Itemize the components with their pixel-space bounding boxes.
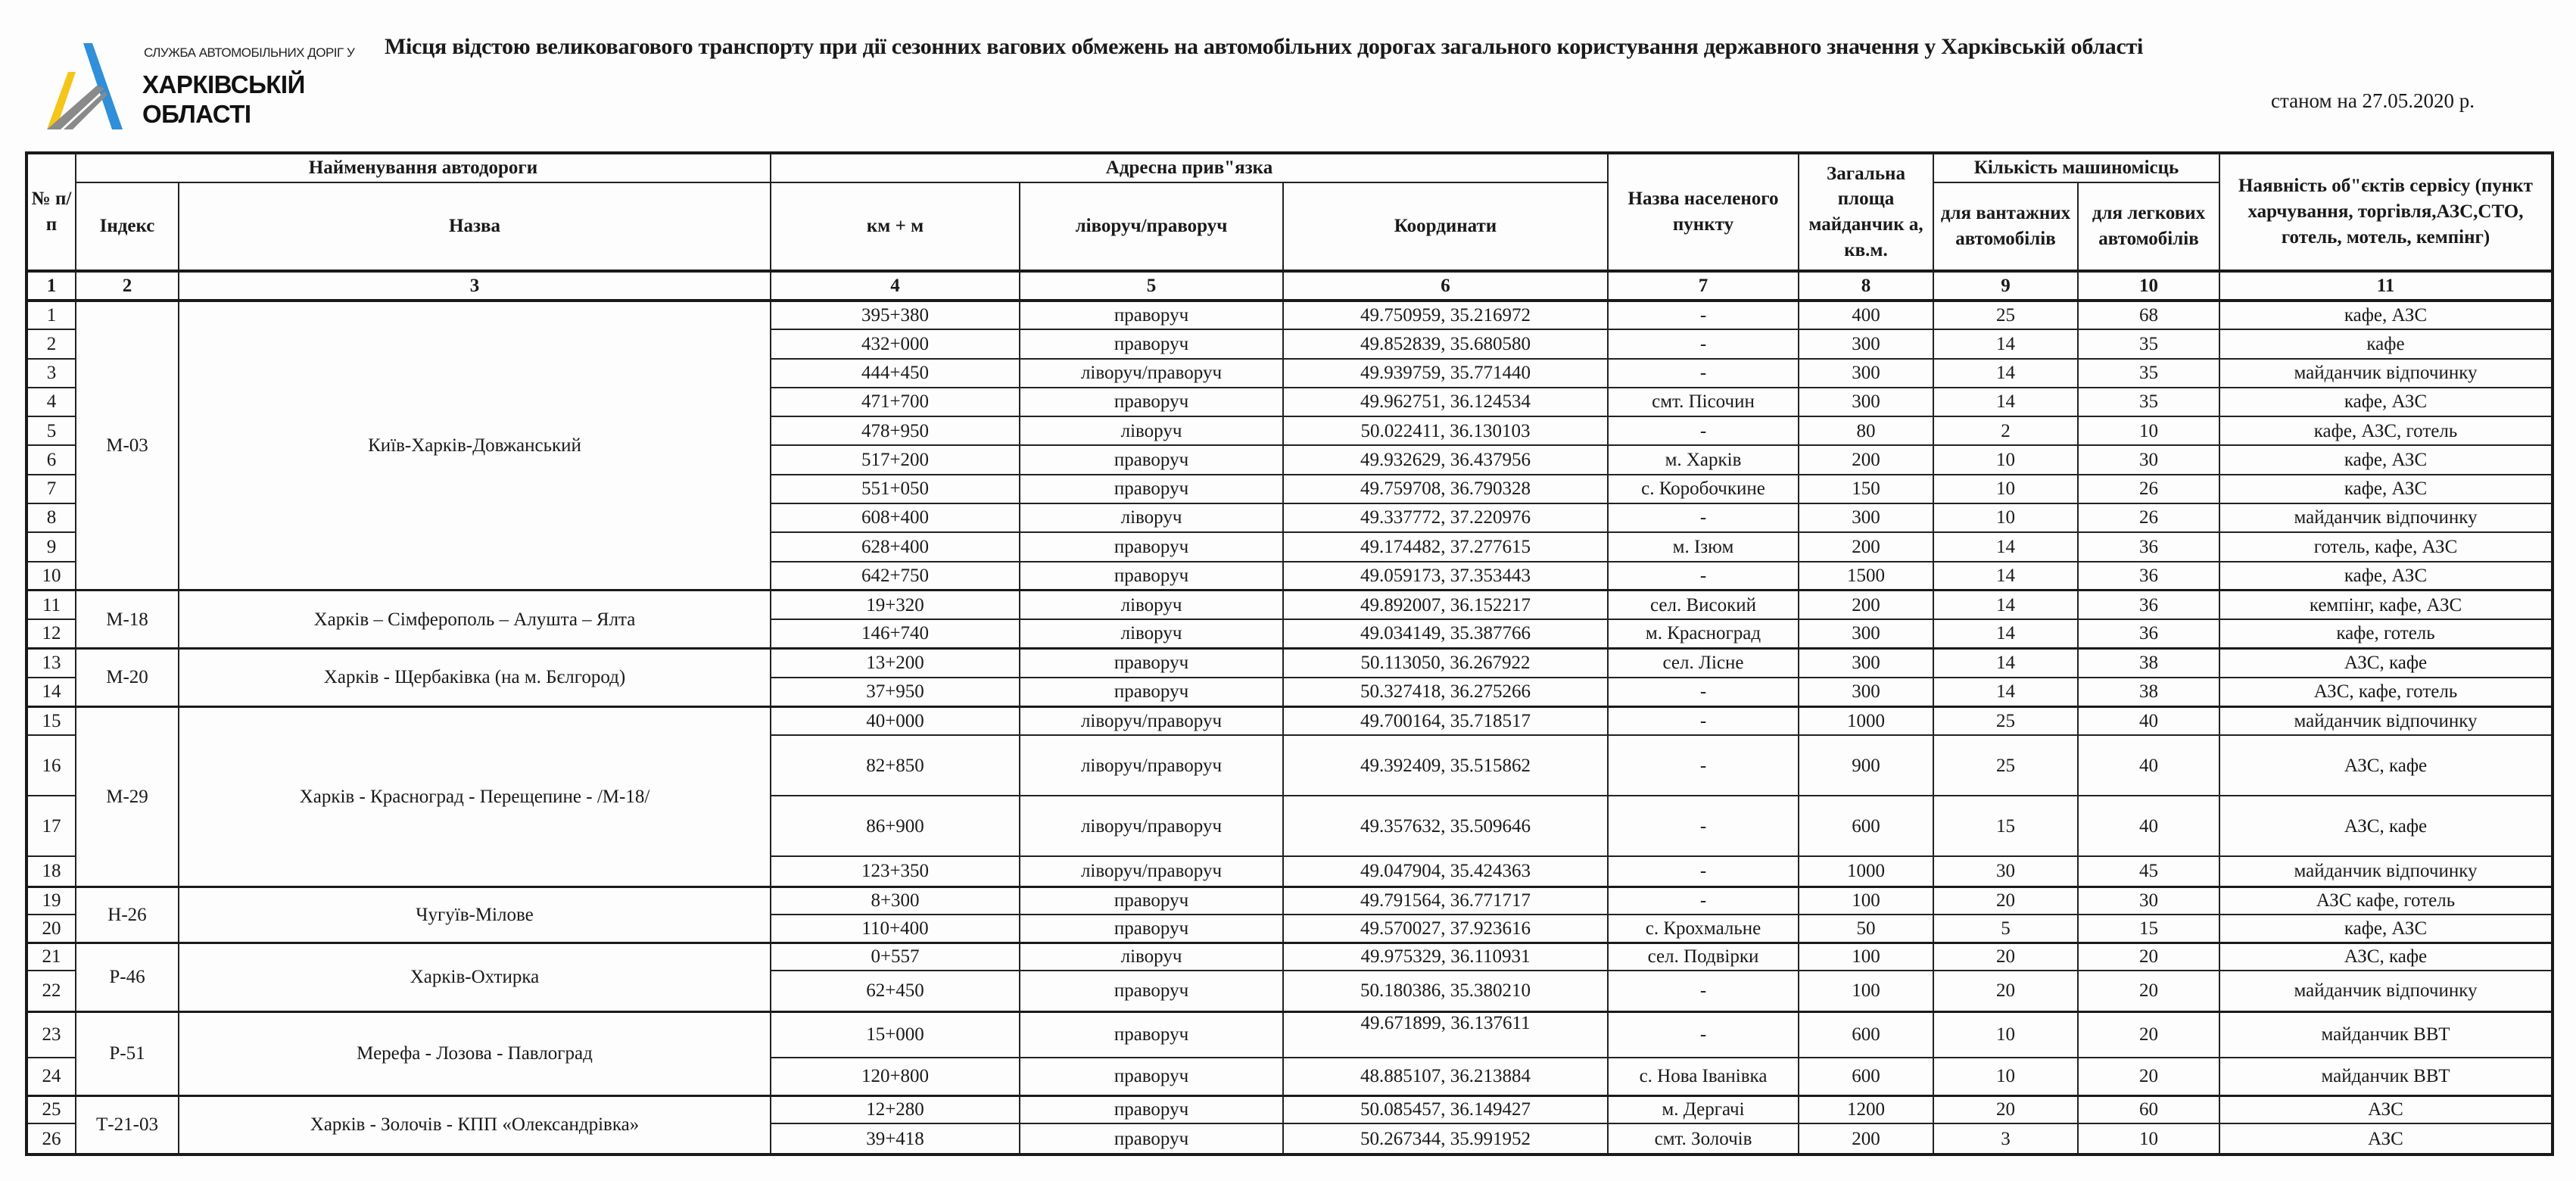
column-number: 4 <box>771 271 1020 301</box>
row-number-cell: 7 <box>26 475 76 503</box>
km-cell: 395+380 <box>771 301 1020 329</box>
side-cell: ліворуч <box>1020 416 1283 445</box>
settlement-cell: сел. Подвірки <box>1608 943 1799 971</box>
settlement-cell: м. Харків <box>1608 445 1799 474</box>
area-cell: 300 <box>1799 359 1933 388</box>
header-trucks: для вантажних автомобілів <box>1933 182 2078 271</box>
services-cell: АЗС кафе, готель <box>2219 887 2553 915</box>
settlement-cell: - <box>1608 735 1799 796</box>
side-cell: праворуч <box>1020 562 1283 590</box>
services-cell: АЗС <box>2219 1123 2553 1155</box>
header-services: Наявність об"єктів сервісу (пункт харчування, торгівля,АЗС,СТО, готель, мотель, кемпінг) <box>2219 153 2553 271</box>
km-cell: 146+740 <box>771 619 1020 648</box>
coordinates-cell: 50.267344, 35.991952 <box>1283 1123 1608 1155</box>
cars-cell: 20 <box>2078 943 2219 971</box>
row-number-cell: 20 <box>26 915 76 943</box>
area-cell: 100 <box>1799 943 1933 971</box>
km-cell: 40+000 <box>771 706 1020 735</box>
area-cell: 100 <box>1799 971 1933 1011</box>
header-address-group: Адресна прив"язка <box>771 153 1608 182</box>
area-cell: 1500 <box>1799 562 1933 590</box>
km-cell: 517+200 <box>771 445 1020 474</box>
coordinates-cell: 50.085457, 36.149427 <box>1283 1095 1608 1123</box>
area-cell: 100 <box>1799 887 1933 915</box>
area-cell: 600 <box>1799 1011 1933 1058</box>
area-cell: 1000 <box>1799 856 1933 887</box>
row-number-cell: 16 <box>26 735 76 796</box>
settlement-cell: смт. Пісочин <box>1608 388 1799 416</box>
column-number: 2 <box>76 271 179 301</box>
row-number-cell: 13 <box>26 649 76 678</box>
road-name-cell: Київ-Харків-Довжанський <box>179 301 771 590</box>
km-cell: 62+450 <box>771 971 1020 1011</box>
logo-icon <box>38 42 129 131</box>
coordinates-cell: 49.975329, 36.110931 <box>1283 943 1608 971</box>
km-cell: 0+557 <box>771 943 1020 971</box>
trucks-cell: 20 <box>1933 943 2078 971</box>
settlement-cell: - <box>1608 359 1799 388</box>
km-cell: 12+280 <box>771 1095 1020 1123</box>
services-cell: АЗС, кафе <box>2219 649 2553 678</box>
header-side: ліворуч/праворуч <box>1020 182 1283 271</box>
row-number-cell: 3 <box>26 359 76 388</box>
coordinates-cell: 49.750959, 35.216972 <box>1283 301 1608 329</box>
cars-cell: 38 <box>2078 678 2219 706</box>
side-cell: ліворуч <box>1020 619 1283 648</box>
cars-cell: 20 <box>2078 1011 2219 1058</box>
column-number: 1 <box>26 271 76 301</box>
road-index-cell: М-20 <box>76 649 179 707</box>
settlement-cell: - <box>1608 329 1799 358</box>
road-index-cell: Р-46 <box>76 943 179 1011</box>
row-number-cell: 8 <box>26 503 76 532</box>
area-cell: 150 <box>1799 475 1933 503</box>
row-number-cell: 25 <box>26 1095 76 1123</box>
row-number-cell: 21 <box>26 943 76 971</box>
cars-cell: 20 <box>2078 1058 2219 1095</box>
header-spaces-group: Кількість машиномісць <box>1933 153 2219 182</box>
side-cell: ліворуч/праворуч <box>1020 359 1283 388</box>
header-index: Індекс <box>76 182 179 271</box>
coordinates-cell: 49.852839, 35.680580 <box>1283 329 1608 358</box>
row-number-cell: 4 <box>26 388 76 416</box>
cars-cell: 40 <box>2078 706 2219 735</box>
settlement-cell: - <box>1608 887 1799 915</box>
area-cell: 600 <box>1799 1058 1933 1095</box>
coordinates-cell: 49.791564, 36.771717 <box>1283 887 1608 915</box>
cars-cell: 60 <box>2078 1095 2219 1123</box>
row-number-cell: 22 <box>26 971 76 1011</box>
services-cell: кемпінг, кафе, АЗС <box>2219 590 2553 619</box>
coordinates-cell: 49.700164, 35.718517 <box>1283 706 1608 735</box>
trucks-cell: 14 <box>1933 359 2078 388</box>
km-cell: 39+418 <box>771 1123 1020 1155</box>
road-index-cell: Т-21-03 <box>76 1095 179 1155</box>
side-cell: ліворуч/праворуч <box>1020 706 1283 735</box>
area-cell: 200 <box>1799 590 1933 619</box>
coordinates-cell: 50.113050, 36.267922 <box>1283 649 1608 678</box>
settlement-cell: м. Дергачі <box>1608 1095 1799 1123</box>
trucks-cell: 14 <box>1933 388 2078 416</box>
cars-cell: 15 <box>2078 915 2219 943</box>
coordinates-cell: 49.034149, 35.387766 <box>1283 619 1608 648</box>
km-cell: 123+350 <box>771 856 1020 887</box>
settlement-cell: смт. Золочів <box>1608 1123 1799 1155</box>
logo-text-oblast: ОБЛАСТІ <box>142 100 251 128</box>
services-cell: АЗС, кафе <box>2219 735 2553 796</box>
settlement-cell: м. Ізюм <box>1608 532 1799 561</box>
services-cell: АЗС, кафе <box>2219 943 2553 971</box>
area-cell: 1200 <box>1799 1095 1933 1123</box>
side-cell: праворуч <box>1020 1095 1283 1123</box>
cars-cell: 30 <box>2078 445 2219 474</box>
header-cars: для легкових автомобілів <box>2078 182 2219 271</box>
table-row <box>26 301 2553 329</box>
coordinates-cell: 49.671899, 36.137611 <box>1283 1011 1608 1058</box>
km-cell: 82+850 <box>771 735 1020 796</box>
road-name-cell: Харків - Золочів - КПП «Олександрівка» <box>179 1095 771 1155</box>
road-index-cell: М-18 <box>76 590 179 649</box>
document-title: Місця відстою великовагового транспорту при дії сезонних вагових обмежень на автомобільних дорогах загального користування державного значення у Харківській області <box>385 34 2143 59</box>
coordinates-cell: 49.174482, 37.277615 <box>1283 532 1608 561</box>
side-cell: праворуч <box>1020 475 1283 503</box>
side-cell: праворуч <box>1020 301 1283 329</box>
column-number: 10 <box>2078 271 2219 301</box>
cars-cell: 36 <box>2078 590 2219 619</box>
cars-cell: 36 <box>2078 562 2219 590</box>
coordinates-cell: 49.059173, 37.353443 <box>1283 562 1608 590</box>
services-cell: майданчик ВВТ <box>2219 1011 2553 1058</box>
trucks-cell: 10 <box>1933 445 2078 474</box>
trucks-cell: 25 <box>1933 706 2078 735</box>
services-cell: кафе, АЗС <box>2219 301 2553 329</box>
km-cell: 432+000 <box>771 329 1020 358</box>
settlement-cell: - <box>1608 503 1799 532</box>
trucks-cell: 10 <box>1933 1058 2078 1095</box>
km-cell: 86+900 <box>771 796 1020 856</box>
area-cell: 300 <box>1799 649 1933 678</box>
logo-text-kharkiv: ХАРКІВСЬКІЙ <box>142 70 305 98</box>
side-cell: праворуч <box>1020 678 1283 706</box>
side-cell: праворуч <box>1020 329 1283 358</box>
trucks-cell: 20 <box>1933 887 2078 915</box>
side-cell: праворуч <box>1020 971 1283 1011</box>
column-numbers-row <box>26 271 2553 301</box>
settlement-cell: с. Нова Іванівка <box>1608 1058 1799 1095</box>
road-index-cell: Н-26 <box>76 887 179 943</box>
header-area: Загальна площа майданчик а, кв.м. <box>1799 153 1933 271</box>
row-number-cell: 1 <box>26 301 76 329</box>
row-number-cell: 10 <box>26 562 76 590</box>
cars-cell: 26 <box>2078 475 2219 503</box>
row-number-cell: 9 <box>26 532 76 561</box>
row-number-cell: 17 <box>26 796 76 856</box>
services-cell: АЗС <box>2219 1095 2553 1123</box>
services-cell: кафе, АЗС <box>2219 915 2553 943</box>
trucks-cell: 14 <box>1933 562 2078 590</box>
trucks-cell: 10 <box>1933 1011 2078 1058</box>
table-row <box>26 649 2553 678</box>
cars-cell: 38 <box>2078 649 2219 678</box>
table-row <box>26 887 2553 915</box>
cars-cell: 10 <box>2078 1123 2219 1155</box>
header-road-group: Найменування автодороги <box>76 153 771 182</box>
services-cell: майданчик відпочинку <box>2219 503 2553 532</box>
area-cell: 300 <box>1799 503 1933 532</box>
services-cell: майданчик відпочинку <box>2219 971 2553 1011</box>
coordinates-cell: 49.392409, 35.515862 <box>1283 735 1608 796</box>
row-number-cell: 2 <box>26 329 76 358</box>
road-name-cell: Харків - Щербаківка (на м. Бєлгород) <box>179 649 771 707</box>
row-number-cell: 19 <box>26 887 76 915</box>
trucks-cell: 30 <box>1933 856 2078 887</box>
trucks-cell: 3 <box>1933 1123 2078 1155</box>
services-cell: кафе, АЗС, готель <box>2219 416 2553 445</box>
trucks-cell: 14 <box>1933 678 2078 706</box>
coordinates-cell: 49.939759, 35.771440 <box>1283 359 1608 388</box>
settlement-cell: - <box>1608 301 1799 329</box>
cars-cell: 20 <box>2078 971 2219 1011</box>
side-cell: праворуч <box>1020 649 1283 678</box>
column-number: 8 <box>1799 271 1933 301</box>
settlement-cell: - <box>1608 1011 1799 1058</box>
column-number: 7 <box>1608 271 1799 301</box>
side-cell: праворуч <box>1020 1058 1283 1095</box>
services-cell: АЗС, кафе <box>2219 796 2553 856</box>
header-coords: Координати <box>1283 182 1608 271</box>
side-cell: ліворуч <box>1020 590 1283 619</box>
row-number-cell: 14 <box>26 678 76 706</box>
side-cell: праворуч <box>1020 1011 1283 1058</box>
settlement-cell: - <box>1608 856 1799 887</box>
services-cell: майданчик відпочинку <box>2219 856 2553 887</box>
table-row <box>26 590 2553 619</box>
services-cell: кафе <box>2219 329 2553 358</box>
side-cell: праворуч <box>1020 887 1283 915</box>
settlement-cell: с. Коробочкине <box>1608 475 1799 503</box>
services-cell: майданчик відпочинку <box>2219 706 2553 735</box>
area-cell: 300 <box>1799 388 1933 416</box>
trucks-cell: 20 <box>1933 1095 2078 1123</box>
road-name-cell: Чугуїв-Мілове <box>179 887 771 943</box>
road-name-cell: Харків – Сімферополь – Алушта – Ялта <box>179 590 771 649</box>
coordinates-cell: 48.885107, 36.213884 <box>1283 1058 1608 1095</box>
km-cell: 13+200 <box>771 649 1020 678</box>
row-number-cell: 5 <box>26 416 76 445</box>
side-cell: праворуч <box>1020 915 1283 943</box>
coordinates-cell: 49.892007, 36.152217 <box>1283 590 1608 619</box>
side-cell: ліворуч <box>1020 943 1283 971</box>
header-num: № п/п <box>26 153 76 271</box>
trucks-cell: 14 <box>1933 590 2078 619</box>
area-cell: 50 <box>1799 915 1933 943</box>
road-name-cell: Мерефа - Лозова - Павлоград <box>179 1011 771 1095</box>
coordinates-cell: 49.759708, 36.790328 <box>1283 475 1608 503</box>
settlement-cell: - <box>1608 678 1799 706</box>
side-cell: праворуч <box>1020 445 1283 474</box>
services-cell: кафе, АЗС <box>2219 388 2553 416</box>
settlement-cell: - <box>1608 971 1799 1011</box>
area-cell: 80 <box>1799 416 1933 445</box>
area-cell: 300 <box>1799 329 1933 358</box>
road-name-cell: Харків-Охтирка <box>179 943 771 1011</box>
km-cell: 19+320 <box>771 590 1020 619</box>
cars-cell: 26 <box>2078 503 2219 532</box>
cars-cell: 36 <box>2078 532 2219 561</box>
km-cell: 628+400 <box>771 532 1020 561</box>
km-cell: 37+950 <box>771 678 1020 706</box>
area-cell: 300 <box>1799 678 1933 706</box>
trucks-cell: 15 <box>1933 796 2078 856</box>
settlement-cell: - <box>1608 562 1799 590</box>
services-cell: кафе, АЗС <box>2219 445 2553 474</box>
trucks-cell: 2 <box>1933 416 2078 445</box>
column-number: 5 <box>1020 271 1283 301</box>
row-number-cell: 6 <box>26 445 76 474</box>
km-cell: 642+750 <box>771 562 1020 590</box>
km-cell: 15+000 <box>771 1011 1020 1058</box>
side-cell: праворуч <box>1020 532 1283 561</box>
coordinates-cell: 49.047904, 35.424363 <box>1283 856 1608 887</box>
trucks-cell: 10 <box>1933 475 2078 503</box>
header-name: Назва <box>179 182 771 271</box>
row-number-cell: 18 <box>26 856 76 887</box>
services-cell: АЗС, кафе, готель <box>2219 678 2553 706</box>
services-cell: готель, кафе, АЗС <box>2219 532 2553 561</box>
cars-cell: 35 <box>2078 329 2219 358</box>
area-cell: 400 <box>1799 301 1933 329</box>
services-cell: кафе, готель <box>2219 619 2553 648</box>
trucks-cell: 14 <box>1933 329 2078 358</box>
parking-table <box>25 151 2554 1156</box>
km-cell: 478+950 <box>771 416 1020 445</box>
road-index-cell: М-03 <box>76 301 179 590</box>
km-cell: 444+450 <box>771 359 1020 388</box>
trucks-cell: 25 <box>1933 735 2078 796</box>
row-number-cell: 15 <box>26 706 76 735</box>
area-cell: 1000 <box>1799 706 1933 735</box>
area-cell: 300 <box>1799 619 1933 648</box>
km-cell: 551+050 <box>771 475 1020 503</box>
trucks-cell: 25 <box>1933 301 2078 329</box>
area-cell: 200 <box>1799 532 1933 561</box>
services-cell: кафе, АЗС <box>2219 562 2553 590</box>
side-cell: ліворуч/праворуч <box>1020 856 1283 887</box>
coordinates-cell: 50.327418, 36.275266 <box>1283 678 1608 706</box>
header-km: км + м <box>771 182 1020 271</box>
table-row <box>26 943 2553 971</box>
side-cell: ліворуч/праворуч <box>1020 735 1283 796</box>
trucks-cell: 10 <box>1933 503 2078 532</box>
table-row <box>26 706 2553 735</box>
km-cell: 608+400 <box>771 503 1020 532</box>
row-number-cell: 24 <box>26 1058 76 1095</box>
cars-cell: 35 <box>2078 359 2219 388</box>
road-index-cell: М-29 <box>76 706 179 887</box>
settlement-cell: - <box>1608 416 1799 445</box>
cars-cell: 68 <box>2078 301 2219 329</box>
cars-cell: 40 <box>2078 735 2219 796</box>
services-cell: майданчик ВВТ <box>2219 1058 2553 1095</box>
settlement-cell: м. Красноград <box>1608 619 1799 648</box>
row-number-cell: 12 <box>26 619 76 648</box>
side-cell: праворуч <box>1020 1123 1283 1155</box>
trucks-cell: 14 <box>1933 649 2078 678</box>
coordinates-cell: 50.022411, 36.130103 <box>1283 416 1608 445</box>
column-number: 3 <box>179 271 771 301</box>
coordinates-cell: 50.180386, 35.380210 <box>1283 971 1608 1011</box>
row-number-cell: 11 <box>26 590 76 619</box>
table-row <box>26 1011 2553 1058</box>
km-cell: 471+700 <box>771 388 1020 416</box>
table-row <box>26 1095 2553 1123</box>
km-cell: 8+300 <box>771 887 1020 915</box>
column-number: 6 <box>1283 271 1608 301</box>
km-cell: 110+400 <box>771 915 1020 943</box>
trucks-cell: 14 <box>1933 619 2078 648</box>
area-cell: 200 <box>1799 1123 1933 1155</box>
area-cell: 200 <box>1799 445 1933 474</box>
trucks-cell: 20 <box>1933 971 2078 1011</box>
settlement-cell: - <box>1608 796 1799 856</box>
settlement-cell: - <box>1608 706 1799 735</box>
cars-cell: 45 <box>2078 856 2219 887</box>
cars-cell: 30 <box>2078 887 2219 915</box>
cars-cell: 36 <box>2078 619 2219 648</box>
trucks-cell: 14 <box>1933 532 2078 561</box>
side-cell: праворуч <box>1020 388 1283 416</box>
side-cell: ліворуч/праворуч <box>1020 796 1283 856</box>
document-date: станом на 27.05.2020 р. <box>2271 89 2475 112</box>
services-cell: майданчик відпочинку <box>2219 359 2553 388</box>
side-cell: ліворуч <box>1020 503 1283 532</box>
settlement-cell: сел. Лісне <box>1608 649 1799 678</box>
coordinates-cell: 49.962751, 36.124534 <box>1283 388 1608 416</box>
trucks-cell: 5 <box>1933 915 2078 943</box>
settlement-cell: с. Крохмальне <box>1608 915 1799 943</box>
coordinates-cell: 49.337772, 37.220976 <box>1283 503 1608 532</box>
coordinates-cell: 49.357632, 35.509646 <box>1283 796 1608 856</box>
cars-cell: 40 <box>2078 796 2219 856</box>
area-cell: 600 <box>1799 796 1933 856</box>
km-cell: 120+800 <box>771 1058 1020 1095</box>
settlement-cell: сел. Високий <box>1608 590 1799 619</box>
row-number-cell: 26 <box>26 1123 76 1155</box>
road-name-cell: Харків - Красноград - Перещепине - /М-18/ <box>179 706 771 887</box>
logo-text-service: СЛУЖБА АВТОМОБІЛЬНИХ ДОРІГ У <box>144 45 355 60</box>
cars-cell: 35 <box>2078 388 2219 416</box>
area-cell: 900 <box>1799 735 1933 796</box>
road-index-cell: Р-51 <box>76 1011 179 1095</box>
cars-cell: 10 <box>2078 416 2219 445</box>
coordinates-cell: 49.932629, 36.437956 <box>1283 445 1608 474</box>
services-cell: кафе, АЗС <box>2219 475 2553 503</box>
row-number-cell: 23 <box>26 1011 76 1058</box>
coordinates-cell: 49.570027, 37.923616 <box>1283 915 1608 943</box>
column-number: 11 <box>2219 271 2553 301</box>
column-number: 9 <box>1933 271 2078 301</box>
header-settlement: Назва населеного пункту <box>1608 153 1799 271</box>
